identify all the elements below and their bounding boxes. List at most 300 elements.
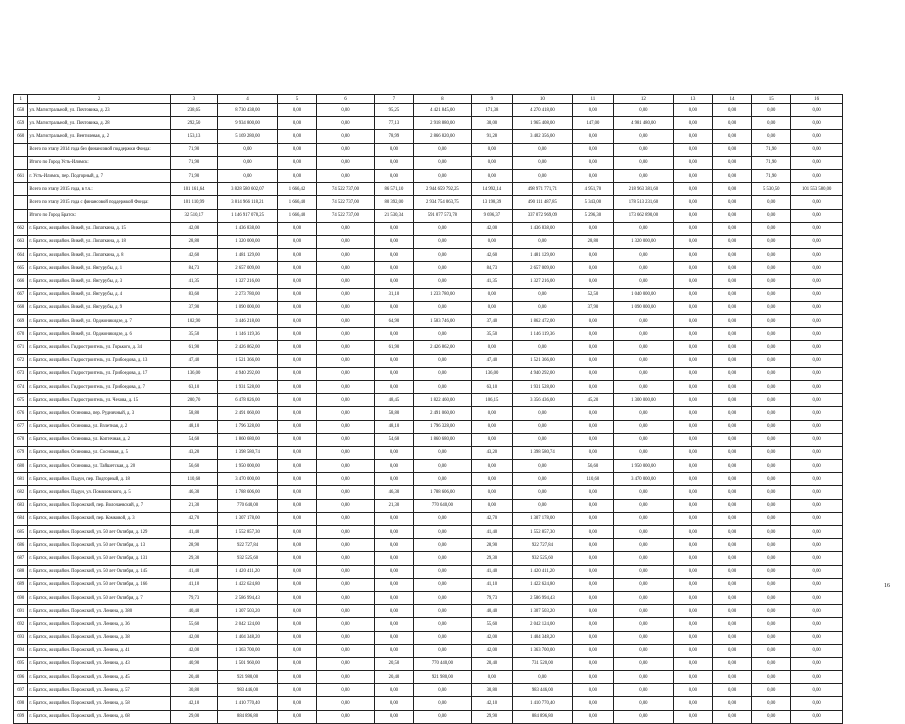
column-number-cell: 10 [512,95,572,104]
value-cell: 0,00 [317,486,375,499]
value-cell: 731 520,00 [512,657,572,670]
value-cell: 0,00 [752,209,791,222]
value-cell: 0,00 [572,526,613,539]
value-cell: 37,90 [170,301,217,314]
value-cell: 0,00 [712,644,751,657]
value-cell: 5 343,00 [572,196,613,209]
value-cell: 0,00 [673,183,712,196]
value-cell: 71,90 [752,169,791,182]
value-cell: 77,13 [374,117,413,130]
value-cell: 1 788 606,00 [414,486,472,499]
value-cell: 0,00 [277,301,316,314]
value-cell: 921 980,00 [218,671,278,684]
value-cell: 71,90 [170,143,217,156]
value-cell: 0,00 [414,380,472,393]
value-cell: 0,00 [414,697,472,710]
value-cell: 0,00 [317,275,375,288]
value-cell: 35,50 [471,328,512,341]
value-cell: 2 426 862,00 [414,341,472,354]
value-cell: 1 040 000,00 [614,288,674,301]
value-cell: 0,00 [277,156,316,169]
value-cell: 95,25 [374,104,413,117]
value-cell: 0,00 [317,631,375,644]
value-cell: 0,00 [572,710,613,723]
value-cell: 0,00 [614,367,674,380]
value-cell: 0,00 [374,473,413,486]
value-cell: 0,00 [317,117,375,130]
value-cell: 2 934 754 063,75 [414,196,472,209]
address-cell: г. Братск, жилрайон. Порожский, ул. Ленина, д. 58 [28,697,170,710]
address-cell: г. Братск, жилрайон. Осиновка, ул. Коптечная, д. 2 [28,433,170,446]
value-cell: 5 296,30 [572,209,613,222]
value-cell: 0,00 [277,499,316,512]
value-cell: 0,00 [712,684,751,697]
value-cell: 0,00 [572,605,613,618]
value-cell: 40,90 [170,657,217,670]
table-row [14,460,843,473]
column-number-cell: 16 [791,95,843,104]
value-cell: 0,00 [512,499,572,512]
value-cell: 0,00 [712,130,751,143]
value-cell: 30,80 [170,684,217,697]
value-cell: 42,00 [170,631,217,644]
value-cell: 0,00 [374,222,413,235]
value-cell: 0,00 [572,552,613,565]
value-cell: 0,00 [712,341,751,354]
value-cell: 0,00 [614,578,674,591]
value-cell: 0,00 [374,367,413,380]
value-cell: 0,00 [791,235,843,248]
value-cell: 0,00 [317,262,375,275]
value-cell: 0,00 [712,196,751,209]
value-cell: 0,00 [512,169,572,182]
value-cell: 0,00 [712,288,751,301]
value-cell: 74 522 737,00 [317,183,375,196]
value-cell: 0,00 [374,684,413,697]
value-cell: 0,00 [572,341,613,354]
value-cell: 0,00 [673,697,712,710]
value-cell: 0,00 [614,222,674,235]
address-cell: г. Братск, жилрайон. Bикей, ул. Янгурубы, д. 9 [28,301,170,314]
value-cell: 0,00 [471,420,512,433]
row-index-cell: 693 [14,631,28,644]
value-cell: 0,00 [572,618,613,631]
value-cell: 28,90 [170,539,217,552]
value-cell: 171,38 [471,104,512,117]
value-cell: 4 940 292,00 [218,367,278,380]
value-cell: 61,90 [170,341,217,354]
value-cell: 0,00 [791,156,843,169]
value-cell: 0,00 [712,486,751,499]
value-cell: 238,65 [170,104,217,117]
value-cell: 0,00 [414,169,472,182]
value-cell: 0,00 [374,644,413,657]
value-cell: 0,00 [277,420,316,433]
value-cell: 0,00 [317,539,375,552]
value-cell: 42,60 [471,249,512,262]
table-row [14,143,843,156]
value-cell: 0,00 [414,565,472,578]
value-cell: 0,00 [712,367,751,380]
value-cell: 0,00 [414,262,472,275]
value-cell: 0,00 [414,578,472,591]
value-cell: 1 666,42 [277,183,316,196]
value-cell: 0,00 [614,526,674,539]
table-row [14,684,843,697]
value-cell: 0,00 [277,262,316,275]
value-cell: 0,00 [752,473,791,486]
value-cell: 1 327 216,00 [218,275,278,288]
table-row [14,209,843,222]
table-row [14,249,843,262]
value-cell: 61,90 [374,341,413,354]
value-cell: 0,00 [277,591,316,604]
table-row [14,433,843,446]
value-cell: 1 436 838,00 [512,222,572,235]
column-number-cell: 8 [414,95,472,104]
address-cell: ул. Магистральной, ул. Вентилевая, д. 2 [28,130,170,143]
value-cell: 770 640,00 [414,499,472,512]
value-cell: 0,00 [712,407,751,420]
value-cell: 770 640,00 [218,499,278,512]
value-cell: 0,00 [572,631,613,644]
value-cell: 29,00 [170,710,217,723]
value-cell: 0,00 [673,552,712,565]
table-row [14,130,843,143]
value-cell: 0,00 [752,446,791,459]
value-cell: 1 404 348,20 [218,631,278,644]
value-cell: 0,00 [752,512,791,525]
value-cell: 0,00 [374,328,413,341]
value-cell: 0,00 [317,644,375,657]
value-cell: 0,00 [614,433,674,446]
table-row [14,394,843,407]
value-cell: 0,00 [614,446,674,459]
address-cell: г. Братск, жилрайон. Порожский, ул. 50 лет Октября, д. 131 [28,552,170,565]
address-cell: г. Братск, жилрайон. Порожский, ул. 50 лет Октября, д. 129 [28,526,170,539]
value-cell: 0,00 [752,499,791,512]
value-cell: 0,00 [614,618,674,631]
value-cell: 0,00 [414,354,472,367]
table-row [14,710,843,723]
table-row [14,631,843,644]
value-cell: 0,00 [791,315,843,328]
value-cell: 0,00 [277,657,316,670]
value-cell: 0,00 [277,565,316,578]
value-cell: 0,00 [572,249,613,262]
value-cell: 0,00 [317,552,375,565]
value-cell: 0,00 [673,104,712,117]
value-cell: 136,00 [170,367,217,380]
address-cell: г. Братск, жилрайон. Порожский, ул. 50 лет Октября, д. 13 [28,539,170,552]
value-cell: 0,00 [791,460,843,473]
value-cell: 0,00 [317,288,375,301]
value-cell: 4 951,70 [572,183,613,196]
value-cell: 55,60 [170,618,217,631]
value-cell: 0,00 [317,697,375,710]
table-row [14,341,843,354]
value-cell: 0,00 [712,235,751,248]
value-cell: 0,00 [572,697,613,710]
value-cell: 101 110,99 [170,196,217,209]
value-cell: 0,00 [712,249,751,262]
row-index-cell: 659 [14,117,28,130]
value-cell: 0,00 [673,196,712,209]
value-cell: 84,73 [170,262,217,275]
value-cell: 932 525,60 [512,552,572,565]
value-cell: 0,00 [752,249,791,262]
value-cell: 0,00 [791,644,843,657]
value-cell: 1 327 216,00 [512,275,572,288]
value-cell: 1 965 408,00 [512,117,572,130]
value-cell: 0,00 [614,156,674,169]
value-cell: 0,00 [791,631,843,644]
value-cell: 0,00 [712,512,751,525]
value-cell: 48,10 [374,420,413,433]
value-cell: 0,00 [317,341,375,354]
value-cell: 0,00 [673,473,712,486]
row-index-cell: 674 [14,380,28,393]
value-cell: 0,00 [614,697,674,710]
value-cell: 0,00 [317,328,375,341]
row-index-cell: 687 [14,552,28,565]
address-cell: г. Братск, жилрайон. Осиновка, ул. Сосновая, д. 5 [28,446,170,459]
value-cell: 0,00 [512,156,572,169]
value-cell: 2 657 009,00 [218,262,278,275]
value-cell: 0,00 [673,539,712,552]
value-cell: 0,00 [752,380,791,393]
value-cell: 2 042 124,00 [218,618,278,631]
value-cell: 0,00 [673,605,712,618]
value-cell: 30,80 [471,684,512,697]
value-cell: 0,00 [752,539,791,552]
column-number-cell: 13 [673,95,712,104]
value-cell: 0,00 [614,328,674,341]
value-cell: 1 320 000,00 [614,235,674,248]
value-cell: 0,00 [791,301,843,314]
value-cell: 6 478 826,00 [218,394,278,407]
value-cell: 0,00 [277,341,316,354]
value-cell: 0,00 [752,710,791,723]
value-cell: 58,80 [170,407,217,420]
value-cell: 0,00 [752,130,791,143]
value-cell: 0,00 [572,104,613,117]
address-cell: г. Братск, жилрайон. Порожский, ул. 50 лет Октября, д. 145 [28,565,170,578]
address-cell: г. Братск, жилрайон. Порожский, ул. Ленина, д. 38 [28,631,170,644]
value-cell: 0,00 [791,486,843,499]
value-cell: 0,00 [673,143,712,156]
value-cell: 0,00 [712,697,751,710]
row-index-cell [14,156,28,169]
value-cell: 0,00 [512,341,572,354]
value-cell: 0,00 [673,222,712,235]
value-cell: 218 963 381,60 [614,183,674,196]
address-cell: г. Братск, жилрайон. Осиновка, ул. Взлетная, д. 2 [28,420,170,433]
value-cell: 0,00 [712,460,751,473]
value-cell: 0,00 [752,618,791,631]
value-cell: 1 950 000,00 [614,460,674,473]
value-cell: 3 470 000,00 [218,473,278,486]
value-cell: 14 992,14 [471,183,512,196]
value-cell: 0,00 [712,671,751,684]
value-cell: 0,00 [277,526,316,539]
value-cell: 41,35 [170,275,217,288]
value-cell: 0,00 [673,446,712,459]
row-index-cell: 699 [14,710,28,723]
value-cell: 42,00 [170,222,217,235]
value-cell: 42,60 [170,249,217,262]
value-cell: 42,70 [471,512,512,525]
value-cell: 0,00 [572,420,613,433]
value-cell: 47,40 [170,354,217,367]
value-cell: 0,00 [752,460,791,473]
value-cell: 0,00 [512,433,572,446]
value-cell: 0,00 [374,539,413,552]
table-row [14,328,843,341]
table-body [14,95,843,724]
address-cell: г. Братск, жилрайон. Порожский, пер. Комковой, д. 3 [28,512,170,525]
value-cell: 0,00 [317,473,375,486]
value-cell: 0,00 [414,275,472,288]
value-cell: 0,00 [614,499,674,512]
value-cell: 56,60 [170,460,217,473]
value-cell: 0,00 [712,539,751,552]
value-cell: 0,00 [471,473,512,486]
value-cell: 0,00 [572,512,613,525]
value-cell: 0,00 [277,394,316,407]
table-row [14,644,843,657]
value-cell: 0,00 [317,657,375,670]
value-cell: 0,00 [614,143,674,156]
value-cell: 0,00 [374,565,413,578]
address-cell: г. Братск, жилрайон. Bикей, ул. Янгурубы, д. 1 [28,262,170,275]
value-cell: 43,20 [471,446,512,459]
value-cell: 41,40 [471,526,512,539]
value-cell: 106,15 [471,394,512,407]
value-cell: 0,00 [414,684,472,697]
value-cell: 0,00 [712,578,751,591]
value-cell: 21 530,34 [374,209,413,222]
value-cell: 0,00 [414,446,472,459]
value-cell: 0,00 [791,407,843,420]
value-cell: 0,00 [277,288,316,301]
value-cell: 0,00 [277,275,316,288]
row-index-cell: 665 [14,262,28,275]
value-cell: 0,00 [791,117,843,130]
value-cell: 0,00 [512,407,572,420]
value-cell: 337 072 969,09 [512,209,572,222]
value-cell: 79,73 [170,591,217,604]
value-cell: 0,00 [752,104,791,117]
value-cell: 0,00 [374,354,413,367]
value-cell: 45,20 [572,394,613,407]
address-cell: Итого по Город Братск: [28,209,170,222]
value-cell: 71,90 [752,143,791,156]
value-cell: 80 392,00 [374,196,413,209]
value-cell: 0,00 [673,591,712,604]
table-row [14,657,843,670]
value-cell: 0,00 [673,460,712,473]
value-cell: 0,00 [512,460,572,473]
value-cell: 0,00 [673,618,712,631]
value-cell: 0,00 [374,512,413,525]
address-cell: г. Братск, жилрайон. Порожский, ул. 50 лет Октября, д. 7 [28,591,170,604]
value-cell: 0,00 [791,380,843,393]
table-row [14,117,843,130]
value-cell: 0,00 [791,143,843,156]
value-cell: 0,00 [752,117,791,130]
value-cell: 922 727,84 [512,539,572,552]
value-cell: 84,73 [471,262,512,275]
column-number-cell: 9 [471,95,512,104]
value-cell: 102,90 [170,315,217,328]
value-cell: 0,00 [317,315,375,328]
value-cell: 63,10 [471,380,512,393]
value-cell: 3 446 218,00 [218,315,278,328]
value-cell: 1 410 770,40 [512,697,572,710]
value-cell: 0,00 [572,539,613,552]
value-cell: 0,00 [673,354,712,367]
housing-register-table [13,94,843,724]
value-cell: 0,00 [752,526,791,539]
value-cell: 41,40 [170,526,217,539]
row-index-cell: 678 [14,433,28,446]
address-cell: г. Братск, жилрайон. Порожский, ул. Ленина, д. 57 [28,684,170,697]
value-cell: 0,00 [572,565,613,578]
row-index-cell: 684 [14,512,28,525]
value-cell: 0,00 [471,460,512,473]
address-cell: Всего по этапу 2014 года без финансовой поддержки Фонда: [28,143,170,156]
value-cell: 0,00 [752,433,791,446]
table-row [14,539,843,552]
row-index-cell: 694 [14,644,28,657]
value-cell: 0,00 [317,249,375,262]
value-cell: 56,60 [572,460,613,473]
value-cell: 40,40 [471,605,512,618]
row-index-cell: 685 [14,526,28,539]
row-index-cell: 660 [14,130,28,143]
value-cell: 0,00 [277,631,316,644]
address-cell: г. Братск, жилрайон. Порожский, ул. Ленина, д. 43 [28,657,170,670]
table-row [14,275,843,288]
value-cell: 0,00 [277,117,316,130]
value-cell: 0,00 [673,486,712,499]
value-cell: 0,00 [374,262,413,275]
value-cell: 0,00 [673,671,712,684]
value-cell: 0,00 [614,275,674,288]
value-cell: 0,00 [317,591,375,604]
row-index-cell: 676 [14,407,28,420]
value-cell: 41,40 [170,565,217,578]
value-cell: 58,80 [374,407,413,420]
value-cell: 30,00 [471,117,512,130]
value-cell: 0,00 [471,407,512,420]
value-cell: 0,00 [614,354,674,367]
value-cell: 1 307 178,00 [218,512,278,525]
value-cell: 0,00 [752,631,791,644]
value-cell: 3 814 966 118,21 [218,196,278,209]
value-cell: 1 410 770,40 [218,697,278,710]
value-cell: 0,00 [512,420,572,433]
value-cell: 0,00 [614,486,674,499]
row-index-cell: 671 [14,341,28,354]
value-cell: 0,00 [572,486,613,499]
value-cell: 0,00 [752,394,791,407]
row-index-cell [14,143,28,156]
value-cell: 0,00 [414,591,472,604]
table-row [14,473,843,486]
row-index-cell: 664 [14,249,28,262]
